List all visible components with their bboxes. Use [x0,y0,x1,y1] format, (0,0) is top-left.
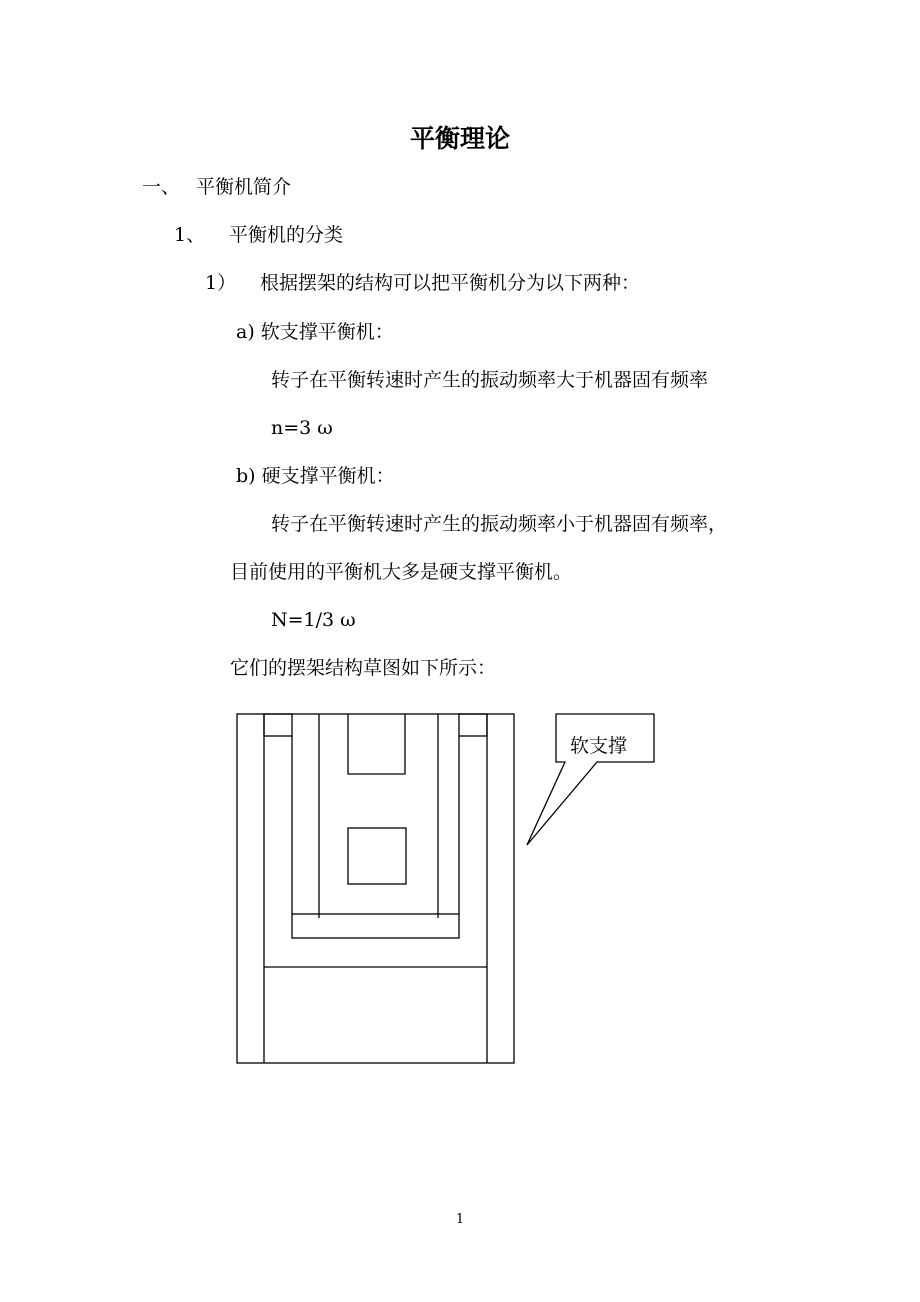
page-number: 1 [455,1212,465,1227]
subsection-1-heading: 平衡机的分类 [229,224,344,246]
subsection-1-number: 1、 [174,224,206,246]
hard-support-description-line-1: 转子在平衡转速时产生的振动频率小于机器固有频率， [271,513,728,535]
frame-top-right-block [459,714,487,736]
sketch-intro: 它们的摆架结构草图如下所示： [230,657,497,679]
support-plate [292,914,459,938]
frame-outer [237,714,514,1063]
section-1-number: 一、 [142,176,181,198]
page-title: 平衡理论 [409,124,510,153]
upper-bearing-block [348,714,405,774]
hard-support-formula: N=1/3 ω [271,609,356,631]
item-1-text: 根据摆架的结构可以把平衡机分为以下两种： [260,272,641,294]
section-1-heading: 平衡机简介 [196,176,292,198]
soft-support-description: 转子在平衡转速时产生的振动频率大于机器固有频率 [271,369,709,391]
hard-support-description-line-2: 目前使用的平衡机大多是硬支撑平衡机。 [230,561,573,583]
callout-box [527,714,654,845]
soft-support-formula: n=3 ω [271,417,333,439]
callout-label: 软支撑 [570,735,628,757]
frame-top-left-block [264,714,292,736]
rotor-block [348,828,406,884]
hard-support-label: b) 硬支撑平衡机： [236,465,395,487]
soft-support-label: a) 软支撑平衡机： [236,321,394,343]
item-1-number: 1） [205,272,237,294]
